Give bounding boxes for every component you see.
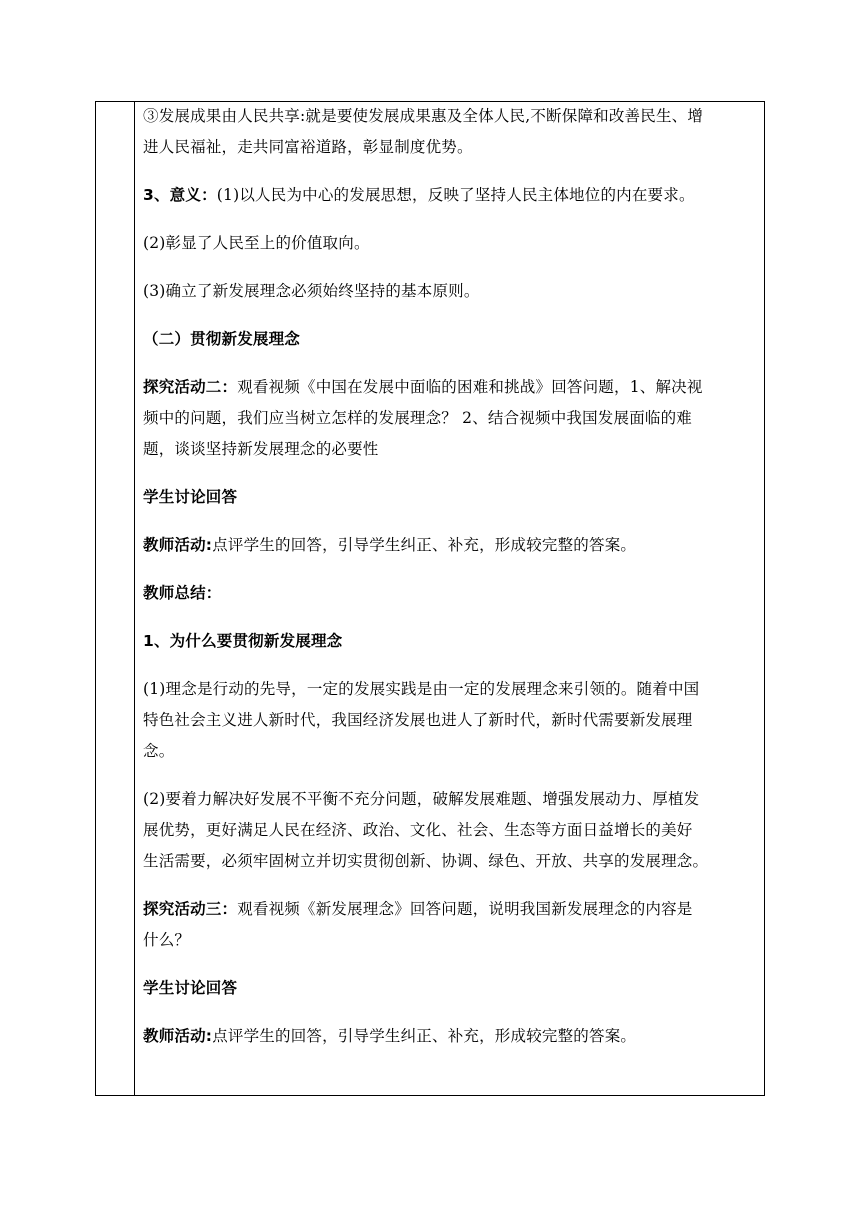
heading-text: 教师总结：	[143, 584, 222, 602]
text-line: 观看视频《中国在发展中面临的困难和挑战》回答问题，1、解决视	[237, 378, 703, 396]
text-line: 什么？	[143, 931, 191, 949]
heading-teacher-activity: 教师活动:	[143, 536, 213, 554]
paragraph-student-discussion	[143, 482, 759, 513]
text-line: 点评学生的回答，引导学生纠正、补充，形成较完整的答案。	[212, 536, 637, 554]
text-line: 观看视频《新发展理念》回答问题，说明我国新发展理念的内容是	[237, 900, 693, 918]
table-column-divider	[134, 101, 135, 1096]
heading-teacher-activity: 教师活动:	[143, 1027, 213, 1045]
text-line: (3)确立了新发展理念必须始终坚持的基本原则。	[143, 282, 480, 300]
text-line: 频中的问题，我们应当树立怎样的发展理念？ 2、结合视频中我国发展面临的难	[143, 409, 692, 427]
paragraph-shared-outcomes	[143, 101, 759, 163]
section-heading-new-development	[143, 324, 759, 355]
paragraph-student-discussion-2	[143, 973, 759, 1004]
table-cell-content	[143, 101, 759, 1052]
text-line: (1)理念是行动的先导，一定的发展实践是由一定的发展理念来引领的。随着中国	[143, 680, 700, 698]
paragraph-why-heading	[143, 626, 759, 657]
heading-text: 学生讨论回答	[143, 979, 238, 997]
text-line: 念。	[143, 742, 175, 760]
paragraph-teacher-activity	[143, 530, 759, 561]
text-significance-1: (1)以人民为中心的发展思想，反映了坚持人民主体地位的内在要求。	[216, 186, 695, 204]
text-line: 进人民福祉，走共同富裕道路，彰显制度优势。	[143, 138, 473, 156]
paragraph-reason-2	[143, 784, 759, 877]
text-line: (2)彰显了人民至上的价值取向。	[143, 234, 370, 252]
paragraph-reason-1	[143, 674, 759, 767]
paragraph-teacher-activity-2	[143, 1021, 759, 1052]
paragraph-activity-three	[143, 894, 759, 956]
paragraph-significance-2	[143, 228, 759, 259]
text-line: (2)要着力解决好发展不平衡不充分问题，破解发展难题、增强发展动力、厚植发	[143, 790, 700, 808]
text-line: 点评学生的回答，引导学生纠正、补充，形成较完整的答案。	[212, 1027, 637, 1045]
heading-activity-three: 探究活动三：	[143, 900, 238, 918]
text-line: ③发展成果由人民共享:就是要使发展成果惠及全体人民,不断保障和改善民生、增	[143, 107, 704, 125]
paragraph-teacher-summary	[143, 578, 759, 609]
heading-significance: 3、意义：	[143, 186, 217, 204]
text-line: 题，谈谈坚持新发展理念的必要性	[143, 440, 379, 458]
text-line: 生活需要，必须牢固树立并切实贯彻创新、协调、绿色、开放、共享的发展理念。	[143, 852, 709, 870]
paragraph-significance	[143, 180, 759, 211]
text-line: 特色社会主义进人新时代，我国经济发展也进人了新时代，新时代需要新发展理	[143, 711, 693, 729]
heading-activity-two: 探究活动二：	[143, 378, 238, 396]
paragraph-activity-two	[143, 372, 759, 465]
text-line: 展优势，更好满足人民在经济、政治、文化、社会、生态等方面日益增长的美好	[143, 821, 693, 839]
heading-text: 1、为什么要贯彻新发展理念	[143, 632, 343, 650]
heading-text: （二）贯彻新发展理念	[143, 330, 301, 348]
heading-text: 学生讨论回答	[143, 488, 238, 506]
paragraph-significance-3	[143, 276, 759, 307]
